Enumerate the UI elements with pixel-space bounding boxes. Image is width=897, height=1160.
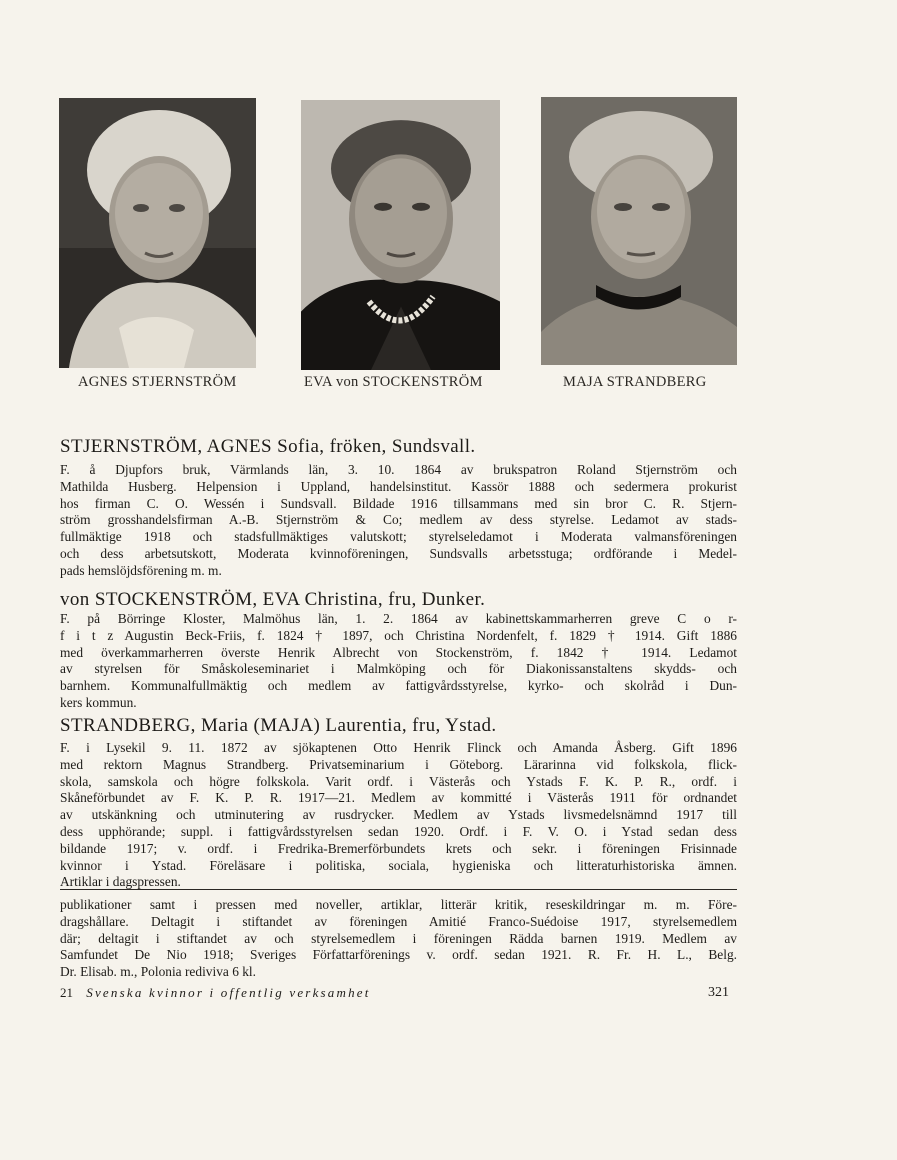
text-line: publikationer samt i pressen med noveller, artiklar, litterär kritik, reseskildringar m. m. Före- <box>60 897 737 912</box>
text-line: bildande 1917; v. ordf. i Fredrika-Bremerförbundets krets och sekr. i föreningen Frisinnade <box>60 840 737 856</box>
portrait-image <box>541 97 737 365</box>
entry-heading-strandberg: STRANDBERG, Maria (MAJA) Laurentia, fru, Ystad. <box>60 715 497 736</box>
text-line: F. på Börringe Kloster, Malmöhus län, 1. 2. 1864 av kabinettskammarherren greve C o r- <box>60 611 737 626</box>
portrait-photo-maja-strandberg <box>541 97 737 365</box>
portrait-image <box>59 98 256 368</box>
text-line: och dess arbetsutskott, Moderata kvinnoföreningen, Sundsvalls arbetsstuga; ordförande i Medel- <box>60 545 737 561</box>
text-line: av utskänkning och utminutering av rusdrycker. Medlem av Ystads livsmedelsnämnd 1917 till <box>60 807 737 823</box>
entry-body-stjernstrom <box>60 462 737 580</box>
section-divider <box>60 889 737 890</box>
text-line: kers kommun. <box>60 694 137 710</box>
book-title: Svenska kvinnor i offentlig verksamhet <box>86 985 371 1000</box>
portrait-photo-eva-von-stockenstrom <box>301 100 500 370</box>
entry-body-von-stockenstrom <box>60 611 737 712</box>
photo-caption: AGNES STJERNSTRÖM <box>78 374 237 390</box>
text-line: med överkammarherren överste Henrik Albrecht von Stockenström, f. 1842 † 1914. Ledamot <box>60 644 737 660</box>
entry-body-strandberg <box>60 740 737 891</box>
page-number: 321 <box>708 985 729 1000</box>
photo-caption: MAJA STRANDBERG <box>563 374 707 390</box>
photo-caption: EVA von STOCKENSTRÖM <box>304 374 483 390</box>
portrait-image <box>301 100 500 370</box>
signature-mark: 21 <box>60 985 73 1000</box>
text-line: f i t z Augustin Beck-Friis, f. 1824 † 1897, och Christina Nordenfelt, f. 1829 † 1914. Gift 1886 <box>60 627 737 643</box>
text-line: Dr. Elisab. m., Polonia rediviva 6 kl. <box>60 964 257 980</box>
entry-heading-stjernstrom: STJERNSTRÖM, AGNES Sofia, fröken, Sundsvall. <box>60 436 476 457</box>
text-line: skola, samskola och högre folkskola. Varit ordf. i Västerås och Ystads F. K. P. R., ordf. i <box>60 773 737 789</box>
text-line: av styrelsen för Småskoleseminariet i Malmköping och för Diakonissanstaltens skydds- och <box>60 661 737 677</box>
continuation-text <box>60 897 737 981</box>
text-line: hos firman C. O. Wessén i Sundsvall. Bildade 1916 tillsammans med sin bror C. R. Stjern- <box>60 495 737 511</box>
text-line: med rektorn Magnus Strandberg. Privatseminarium i Göteborg. Lärarinna vid folkskola, flick- <box>60 756 737 772</box>
text-line: Skåneförbundet av F. K. P. R. 1917—21. Medlem av kommitté i Västerås 1911 för ordnandet <box>60 790 737 806</box>
text-line: dess upphörande; suppl. i fattigvårdsstyrelsen sedan 1920. Ordf. i F. V. O. i Ystad sedan dess <box>60 823 737 839</box>
text-line: Artiklar i dagspressen. <box>60 874 181 890</box>
text-line: barnhem. Kommunalfullmäktig och medlem av fattigvårdsstyrelse, kyrko- och skolråd i Dun- <box>60 678 737 694</box>
portrait-photo-agnes-stjernstrom <box>59 98 256 368</box>
text-line: ström grosshandelsfirman A.-B. Stjernström & Co; medlem av dess styrelse. Ledamot av stads- <box>60 512 737 528</box>
text-line: Samfundet De Nio 1918; Sveriges Författarförenings v. ordf. sedan 1921. R. Fr. H. L., Belg. <box>60 947 737 963</box>
text-line: fullmäktige 1918 och stadsfullmäktiges valutskott; styrelseledamot i Moderata valmansföreningen <box>60 529 737 545</box>
page-footer-signature <box>60 985 371 1001</box>
text-line: kvinnor i Ystad. Föreläsare i politiska, sociala, hygieniska och litteraturhistoriska ämnen. <box>60 857 737 873</box>
text-line: pads hemslöjdsförening m. m. <box>60 562 222 578</box>
text-line: där; deltagit i stiftandet av och styrelsemedlem i föreningen Rädda barnen 1919. Medlem av <box>60 930 737 946</box>
text-line: Mathilda Husberg. Helpension i Uppland, handelsinstitut. Kassör 1888 och sedermera prokurist <box>60 478 737 494</box>
entry-heading-von-stockenstrom: von STOCKENSTRÖM, EVA Christina, fru, Dunker. <box>60 589 486 610</box>
text-line: F. å Djupfors bruk, Värmlands län, 3. 10. 1864 av brukspatron Roland Stjernström och <box>60 462 737 477</box>
text-line: F. i Lysekil 9. 11. 1872 av sjökaptenen Otto Henrik Flinck och Amanda Åsberg. Gift 1896 <box>60 740 737 755</box>
text-line: dragshållare. Deltagit i stiftandet av föreningen Amitié Franco-Suédoise 1917, styrelsemedlem <box>60 913 737 929</box>
